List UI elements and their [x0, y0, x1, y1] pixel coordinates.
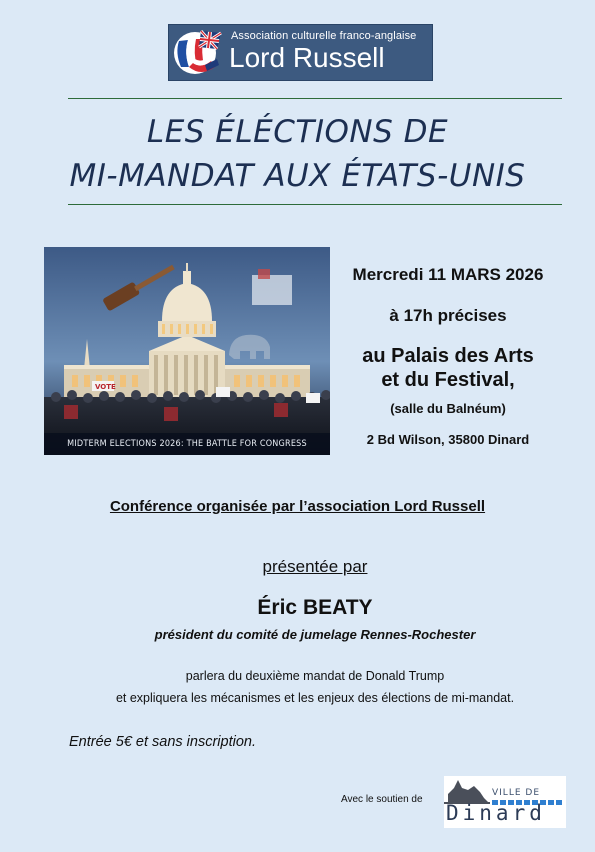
title-line-1: LES ÉLÉCTIONS DE	[146, 114, 449, 150]
presented-by: présentée par	[262, 557, 368, 576]
event-time: à 17h précises	[389, 306, 507, 325]
speaker-role: président du comité de jumelage Rennes-Rochester	[154, 627, 476, 642]
capitol-illustration	[44, 247, 330, 455]
organizer-line: Conférence organisée par l’association Lord Russell	[109, 498, 486, 515]
dinard-logo	[444, 776, 566, 828]
entry-info: Entrée 5€ et sans inscription.	[69, 734, 256, 750]
top-divider	[68, 98, 562, 99]
event-date: Mercredi 11 MARS 2026	[352, 265, 544, 284]
logo-name: Lord Russell	[229, 42, 385, 73]
speaker-name: Éric BEATY	[257, 596, 373, 619]
protest-sign-text: VOTE	[95, 383, 116, 391]
page-title	[40, 110, 555, 198]
bottom-divider	[68, 204, 562, 205]
event-address: 2 Bd Wilson, 35800 Dinard	[366, 432, 530, 447]
capitol-photo	[44, 247, 330, 455]
event-room: (salle du Balnéum)	[390, 401, 506, 416]
title-line-2: MI-MANDAT AUX ÉTATS-UNIS	[69, 158, 526, 194]
event-venue	[336, 344, 560, 392]
photo-caption: MIDTERM ELECTIONS 2026: THE BATTLE FOR CONGRESS	[44, 433, 330, 455]
dinard-logo-name: Dinard	[446, 801, 546, 825]
support-label: Avec le soutien de	[341, 794, 423, 805]
dinard-logo-ville: VILLE DE	[492, 788, 541, 798]
logo-subtitle: Association culturelle franco-anglaise	[231, 30, 417, 42]
description-line-2: et expliquera les mécanismes et les enjeux des élections de mi-mandat.	[115, 691, 515, 705]
association-logo	[168, 24, 433, 81]
venue-line-1: au Palais des Arts	[362, 345, 534, 367]
description-line-1: parlera du deuxième mandat de Donald Trump	[185, 669, 445, 683]
venue-line-2: et du Festival,	[381, 369, 515, 391]
flag-emblem-icon	[171, 27, 223, 78]
